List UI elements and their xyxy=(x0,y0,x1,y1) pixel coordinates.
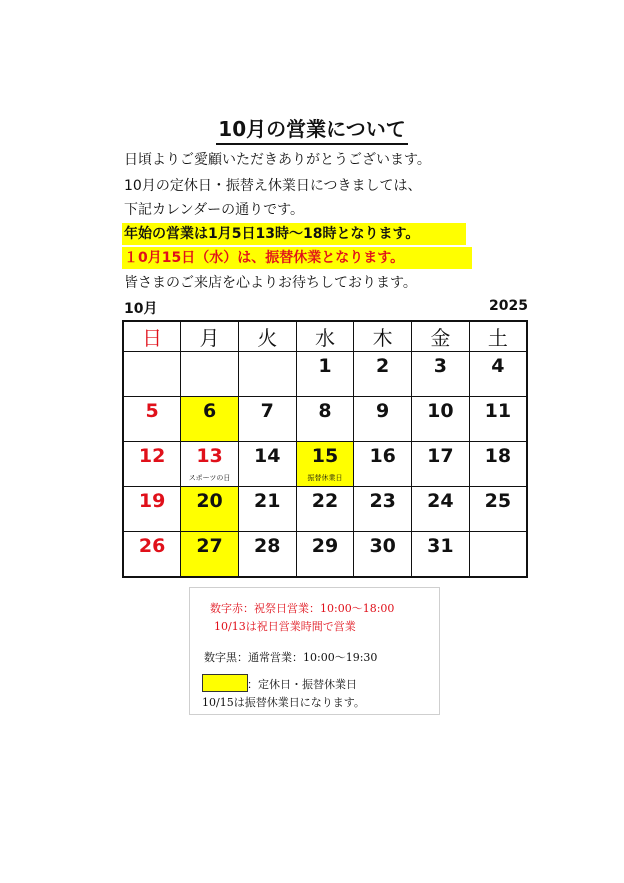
calendar-day-cell: 2 xyxy=(354,352,412,397)
weekday-sun: 日 xyxy=(123,321,181,352)
weekday-mon: 月 xyxy=(181,321,239,352)
calendar-day-closed: 6 xyxy=(181,397,239,442)
intro-line-2: 10月の定休日・振替え休業日につきましては、 xyxy=(124,178,422,194)
calendar-day-cell: 12 xyxy=(123,442,181,487)
weekday-fri: 金 xyxy=(412,321,470,352)
calendar-day-cell: 5 xyxy=(123,397,181,442)
calendar-day-cell: 17 xyxy=(412,442,470,487)
weekday-header-row xyxy=(123,321,527,352)
calendar-day-cell: 7 xyxy=(238,397,296,442)
intro-line-3: 下記カレンダーの通りです。 xyxy=(124,202,304,218)
legend-black-line: 数字黒：通常営業：10:00〜19:30 xyxy=(204,651,378,664)
calendar-day-cell xyxy=(181,352,239,397)
calendar-day-cell: 8 xyxy=(296,397,354,442)
calendar-day-cell: 23 xyxy=(354,487,412,532)
sports-day-note: スポーツの日 xyxy=(188,474,231,482)
calendar-week xyxy=(123,442,527,487)
intro-line-1: 日頃よりご愛顧いただきありがとうございます。 xyxy=(124,152,431,168)
calendar-day-closed: 15 振替休業日 xyxy=(296,442,354,487)
calendar-day-closed: 20 xyxy=(181,487,239,532)
calendar-day-cell xyxy=(238,352,296,397)
substitute-holiday-note: 振替休業日 xyxy=(307,474,343,482)
calendar-week xyxy=(123,532,527,578)
calendar-day-cell: 4 xyxy=(469,352,527,397)
calendar-day-cell: 1 xyxy=(296,352,354,397)
calendar-day-cell: 11 xyxy=(469,397,527,442)
calendar-day-cell xyxy=(123,352,181,397)
calendar-day-cell: 25 xyxy=(469,487,527,532)
calendar-day-cell: 21 xyxy=(238,487,296,532)
calendar-day-cell: 3 xyxy=(412,352,470,397)
substitute-holiday-notice: １0月15日（水）は、振替休業となります。 xyxy=(122,247,472,269)
weekday-thu: 木 xyxy=(354,321,412,352)
calendar-day-cell: 30 xyxy=(354,532,412,578)
closing-line: 皆さまのご来店を心よりお待ちしております。 xyxy=(124,275,417,291)
calendar-year-label: 2025 xyxy=(489,298,528,314)
weekday-sat: 土 xyxy=(469,321,527,352)
calendar-day-cell: 24 xyxy=(412,487,470,532)
legend-yellow-swatch xyxy=(202,674,248,692)
legend-box xyxy=(189,587,440,715)
calendar-day-holiday: 13 スポーツの日 xyxy=(181,442,239,487)
calendar-day-closed: 27 xyxy=(181,532,239,578)
calendar-day-cell xyxy=(469,532,527,578)
calendar-day-cell: 31 xyxy=(412,532,470,578)
calendar-week xyxy=(123,487,527,532)
calendar-week xyxy=(123,352,527,397)
calendar-day-cell: 18 xyxy=(469,442,527,487)
page-title: 10月の営業について xyxy=(0,113,624,142)
calendar-day-cell: 14 xyxy=(238,442,296,487)
legend-yellow-label: ：定休日・振替休業日 xyxy=(247,678,357,691)
calendar-day-cell: 19 xyxy=(123,487,181,532)
calendar-day-cell: 22 xyxy=(296,487,354,532)
calendar-day-cell: 29 xyxy=(296,532,354,578)
calendar-week xyxy=(123,397,527,442)
calendar-table xyxy=(122,320,528,578)
calendar-day-cell: 10 xyxy=(412,397,470,442)
legend-yellow-note: 10/15は振替休業日になります。 xyxy=(202,696,365,709)
calendar-day-cell: 16 xyxy=(354,442,412,487)
legend-red-line-1: 数字赤：祝祭日営業：10:00〜18:00 xyxy=(210,602,395,615)
weekday-tue: 火 xyxy=(238,321,296,352)
weekday-wed: 水 xyxy=(296,321,354,352)
new-year-notice: 年始の営業は1月5日13時〜18時となります。 xyxy=(122,223,466,245)
calendar-month-label: 10月 xyxy=(124,301,158,317)
calendar-day-cell: 9 xyxy=(354,397,412,442)
legend-red-line-2: 10/13は祝日営業時間で営業 xyxy=(214,620,356,633)
calendar-day-cell: 26 xyxy=(123,532,181,578)
calendar-day-cell: 28 xyxy=(238,532,296,578)
